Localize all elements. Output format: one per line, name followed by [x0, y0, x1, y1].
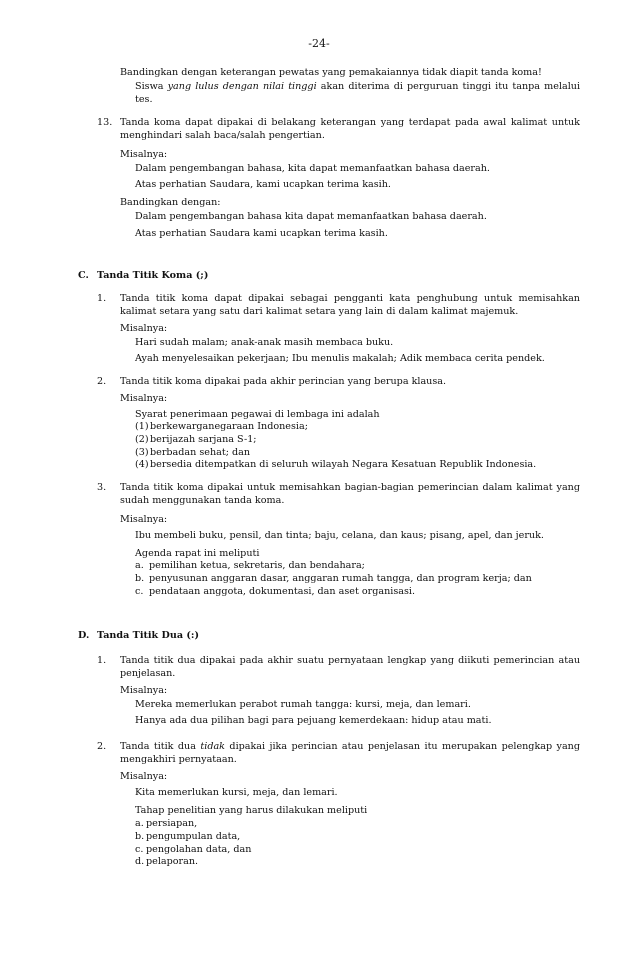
rule-text: Tanda titik koma dipakai untuk memisahkan bagian-bagian pemerincian dalam kalimat yang sudah menggunakan tanda koma. [120, 482, 580, 506]
example-line: Ayah menyelesaikan pekerjaan; Ibu menulis makalah; Adik membaca cerita pendek. [135, 353, 545, 364]
list-marker: (2) [135, 433, 149, 445]
example-italic-part: yang lulus dengan nilai tinggi [167, 81, 317, 92]
misalnya-label: Misalnya: [120, 514, 168, 525]
list-text: pengolahan data, dan [146, 843, 252, 855]
enumerated-list [135, 818, 251, 869]
rule-text: Tanda koma dapat dipakai di belakang keterangan yang terdapat pada awal kalimat untuk menghindari salah baca/salah pengertian. [120, 117, 580, 141]
rule-text [120, 741, 580, 767]
example-line: Mereka memerlukan perabot rumah tangga: kursi, meja, dan lemari. [135, 699, 471, 710]
item-number: 2. [97, 741, 107, 752]
list-item [135, 573, 532, 586]
bandingkan-intro-text: Bandingkan dengan keterangan pewatas yang pemakaiannya tidak diapit tanda koma! [120, 67, 542, 78]
list-item [135, 586, 532, 599]
list-text: pengumpulan data, [146, 830, 241, 842]
list-marker: a. [135, 818, 144, 829]
example-line: Dalam pengembangan bahasa, kita dapat memanfaatkan bahasa daerah. [135, 163, 490, 174]
list-marker: (3) [135, 446, 149, 458]
example-line: Agenda rapat ini meliputi [135, 548, 260, 559]
bandingkan-label: Bandingkan dengan: [120, 197, 221, 208]
misalnya-label: Misalnya: [120, 393, 168, 404]
list-marker: c. [135, 843, 144, 855]
list-text: penyusunan anggaran dasar, anggaran rumah tangga, dan program kerja; dan [149, 572, 532, 584]
item-number: 3. [97, 482, 107, 493]
section-letter: D. [78, 630, 90, 641]
section-letter: C. [78, 270, 89, 281]
list-text: pemilihan ketua, sekretaris, dan bendahara; [149, 560, 365, 571]
example-line: Ibu membeli buku, pensil, dan tinta; baju, celana, dan kaus; pisang, apel, dan jeruk. [135, 530, 544, 541]
list-text: berkewarganegaraan Indonesia; [150, 421, 308, 432]
list-marker: (1) [135, 421, 149, 432]
list-item [135, 560, 532, 573]
rule-text-italic: tidak [200, 741, 225, 752]
example-line: Atas perhatian Saudara, kami ucapkan terima kasih. [135, 179, 391, 190]
page-number: -24- [308, 37, 330, 50]
list-marker: (4) [135, 459, 149, 471]
list-text: berijazah sarjana S-1; [150, 433, 257, 445]
rule-text: Tanda titik dua dipakai pada akhir suatu pernyataan lengkap yang diikuti pemerincian atau penjelasan. [120, 655, 580, 679]
list-item [135, 434, 536, 447]
list-text: pendataan anggota, dokumentasi, dan aset organisasi. [149, 585, 416, 597]
list-item [135, 459, 536, 472]
enumerated-list [135, 421, 536, 472]
rule-text-part: Tanda titik dua [120, 741, 201, 752]
list-item [135, 447, 536, 460]
misalnya-label: Misalnya: [120, 149, 168, 160]
list-marker: b. [135, 572, 145, 584]
rule-text-part: dipakai jika perincian atau penjelasan itu merupakan pelengkap yang mengakhiri pernyataan. [120, 741, 581, 765]
list-marker: c. [135, 585, 144, 597]
list-item [135, 856, 251, 869]
example-part: akan diterima di perguruan tinggi itu tanpa melalui tes. [135, 81, 581, 105]
example-line: Hanya ada dua pilihan bagi para pejuang kemerdekaan: hidup atau mati. [135, 715, 492, 726]
example-line: Hari sudah malam; anak-anak masih membaca buku. [135, 337, 394, 348]
item-number: 2. [97, 376, 107, 387]
bandingkan-intro [120, 67, 590, 80]
example-line: Kita memerlukan kursi, meja, dan lemari. [135, 787, 338, 798]
list-text: pelaporan. [146, 856, 199, 868]
list-item [135, 844, 251, 857]
rule-text: Tanda titik koma dipakai pada akhir perincian yang berupa klausa. [120, 376, 447, 387]
list-text: persiapan, [146, 818, 198, 829]
item-number: 1. [97, 293, 107, 304]
list-item [135, 421, 536, 434]
item-number: 1. [97, 655, 107, 666]
misalnya-label: Misalnya: [120, 323, 168, 334]
list-marker: d. [135, 856, 145, 868]
list-marker: b. [135, 830, 145, 842]
list-item [135, 818, 251, 831]
example-part: Siswa [135, 81, 168, 92]
rule-text: Tanda titik koma dapat dipakai sebagai pengganti kata penghubung untuk memisahkan kalimat setara yang satu dari kalimat setara yang lain di dalam kalimat majemuk. [120, 293, 580, 317]
list-text: bersedia ditempatkan di seluruh wilayah Negara Kesatuan Republik Indonesia. [150, 459, 537, 471]
misalnya-label: Misalnya: [120, 771, 168, 782]
section-title: Tanda Titik Koma (;) [97, 270, 209, 281]
example-line: Atas perhatian Saudara kami ucapkan terima kasih. [135, 228, 388, 239]
section-title: Tanda Titik Dua (:) [97, 630, 199, 641]
example-restrictive [135, 81, 580, 107]
list-marker: a. [135, 560, 144, 571]
example-line: Tahap penelitian yang harus dilakukan meliputi [135, 805, 368, 816]
item-number: 13. [97, 117, 113, 128]
example-line: Syarat penerimaan pegawai di lembaga ini adalah [135, 409, 380, 420]
list-text: berbadan sehat; dan [150, 446, 251, 458]
enumerated-list [135, 560, 532, 598]
example-line: Dalam pengembangan bahasa kita dapat memanfaatkan bahasa daerah. [135, 211, 487, 222]
misalnya-label: Misalnya: [120, 685, 168, 696]
list-item [135, 831, 251, 844]
